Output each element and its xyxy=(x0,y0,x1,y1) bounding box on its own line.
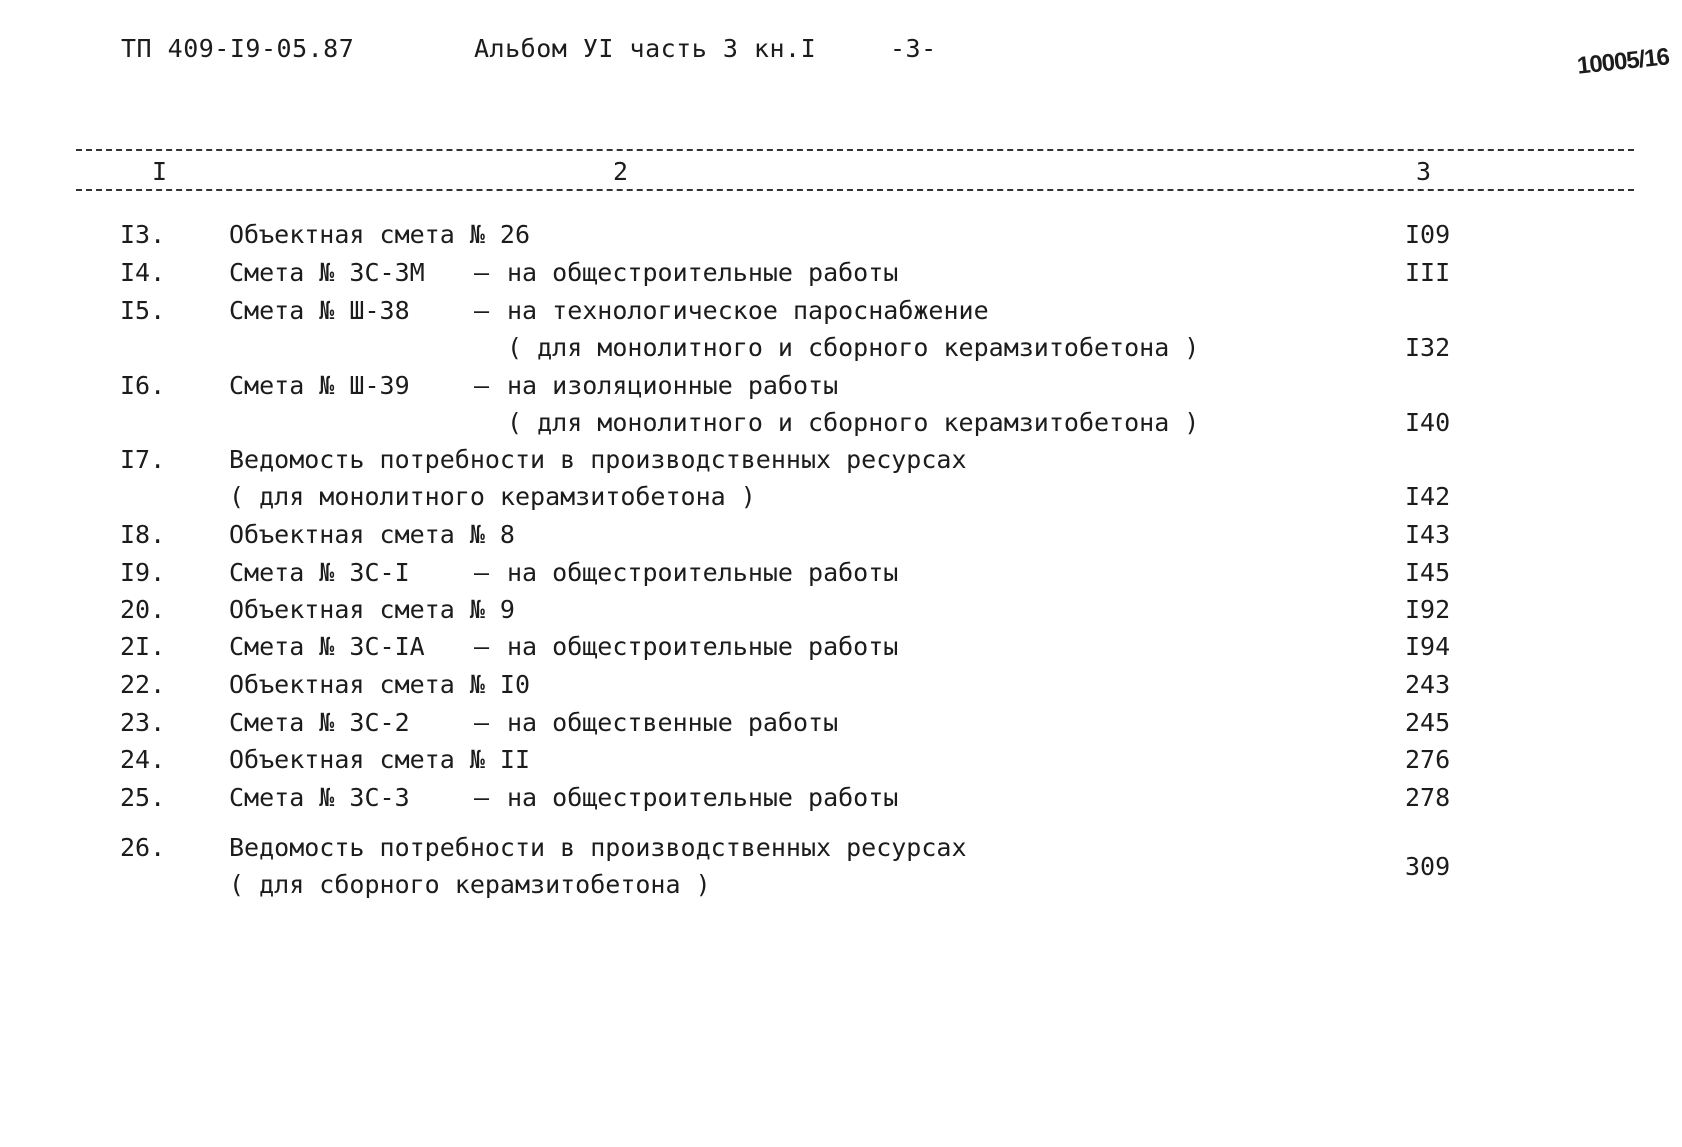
item-description: на изоляционные работы xyxy=(507,371,839,400)
list-item xyxy=(0,520,1682,558)
item-page-number: I40 xyxy=(1405,408,1451,437)
list-item xyxy=(0,296,1682,334)
item-number: I9. xyxy=(120,558,166,587)
item-title: Смета № Ш-38 xyxy=(229,296,410,325)
item-title: Смета № Ш-39 xyxy=(229,371,410,400)
item-page-number: I09 xyxy=(1405,220,1451,249)
item-number: 25. xyxy=(120,783,166,812)
item-number: I8. xyxy=(120,520,166,549)
item-number: 23. xyxy=(120,708,166,737)
item-page-number: I42 xyxy=(1405,482,1451,511)
item-title: ( для монолитного керамзитобетона ) xyxy=(229,482,756,511)
document-code: ТП 409-I9-05.87 xyxy=(121,34,355,63)
list-item xyxy=(0,333,1682,371)
list-item xyxy=(0,852,1682,908)
item-description: на общестроительные работы xyxy=(507,258,899,287)
list-item xyxy=(0,632,1682,670)
item-title: ( для сборного керамзитобетона ) xyxy=(229,870,711,899)
item-title: Объектная смета № I0 xyxy=(229,670,531,699)
item-title: Ведомость потребности в производственных ресурсах xyxy=(229,833,967,862)
item-dash: – xyxy=(474,783,490,812)
item-title: Объектная смета № 8 xyxy=(229,520,515,549)
item-continuation: ( для монолитного и сборного керамзитобетона ) xyxy=(507,408,1200,437)
item-number: I7. xyxy=(120,445,166,474)
item-title: Смета № 3С-I xyxy=(229,558,410,587)
list-item xyxy=(0,220,1682,258)
item-page-number: III xyxy=(1405,258,1451,287)
list-item xyxy=(0,670,1682,708)
item-number: I4. xyxy=(120,258,166,287)
list-item xyxy=(0,745,1682,783)
item-number: I6. xyxy=(120,371,166,400)
item-title: Смета № 3С-3М xyxy=(229,258,425,287)
item-description: на общестроительные работы xyxy=(507,558,899,587)
column-number-2: 2 xyxy=(613,157,629,186)
item-number: 22. xyxy=(120,670,166,699)
list-item xyxy=(0,595,1682,633)
page-number: -3- xyxy=(890,34,937,63)
list-item xyxy=(0,408,1682,446)
archive-stamp: 10005/16 xyxy=(1575,43,1671,80)
item-title: Объектная смета № II xyxy=(229,745,531,774)
item-page-number: 309 xyxy=(1405,852,1451,881)
list-item xyxy=(0,371,1682,409)
item-number: 2I. xyxy=(120,632,166,661)
item-dash: – xyxy=(474,258,490,287)
item-number: 20. xyxy=(120,595,166,624)
item-page-number: I32 xyxy=(1405,333,1451,362)
item-dash: – xyxy=(474,371,490,400)
item-title: Объектная смета № 9 xyxy=(229,595,515,624)
item-title: Смета № 3С-3 xyxy=(229,783,410,812)
item-page-number: I45 xyxy=(1405,558,1451,587)
item-title: Ведомость потребности в производственных ресурсах xyxy=(229,445,967,474)
table-top-rule xyxy=(76,149,1634,151)
item-description: на общестроительные работы xyxy=(507,783,899,812)
item-title: Смета № 3С-IА xyxy=(229,632,425,661)
item-number: I5. xyxy=(120,296,166,325)
list-item xyxy=(0,558,1682,596)
item-description: на общестроительные работы xyxy=(507,632,899,661)
list-item xyxy=(0,258,1682,296)
item-number: 24. xyxy=(120,745,166,774)
item-dash: – xyxy=(474,708,490,737)
album-title: Альбом УI часть 3 кн.I xyxy=(474,34,817,63)
column-number-1: I xyxy=(152,157,168,186)
list-item xyxy=(0,708,1682,746)
list-item xyxy=(0,783,1682,821)
item-page-number: I94 xyxy=(1405,632,1451,661)
item-dash: – xyxy=(474,632,490,661)
item-description: на общественные работы xyxy=(507,708,839,737)
item-continuation: ( для монолитного и сборного керамзитобетона ) xyxy=(507,333,1200,362)
item-number: I3. xyxy=(120,220,166,249)
list-item xyxy=(0,482,1682,520)
item-page-number: 243 xyxy=(1405,670,1451,699)
item-page-number: 278 xyxy=(1405,783,1451,812)
item-description: на технологическое пароснабжение xyxy=(507,296,989,325)
table-header-rule xyxy=(76,189,1634,191)
item-title: Объектная смета № 26 xyxy=(229,220,531,249)
item-page-number: I43 xyxy=(1405,520,1451,549)
item-page-number: 245 xyxy=(1405,708,1451,737)
item-title: Смета № 3С-2 xyxy=(229,708,410,737)
list-item xyxy=(0,445,1682,483)
item-dash: – xyxy=(474,296,490,325)
item-page-number: I92 xyxy=(1405,595,1451,624)
item-dash: – xyxy=(474,558,490,587)
item-page-number: 276 xyxy=(1405,745,1451,774)
item-number: 26. xyxy=(120,833,166,862)
column-number-3: 3 xyxy=(1416,157,1432,186)
